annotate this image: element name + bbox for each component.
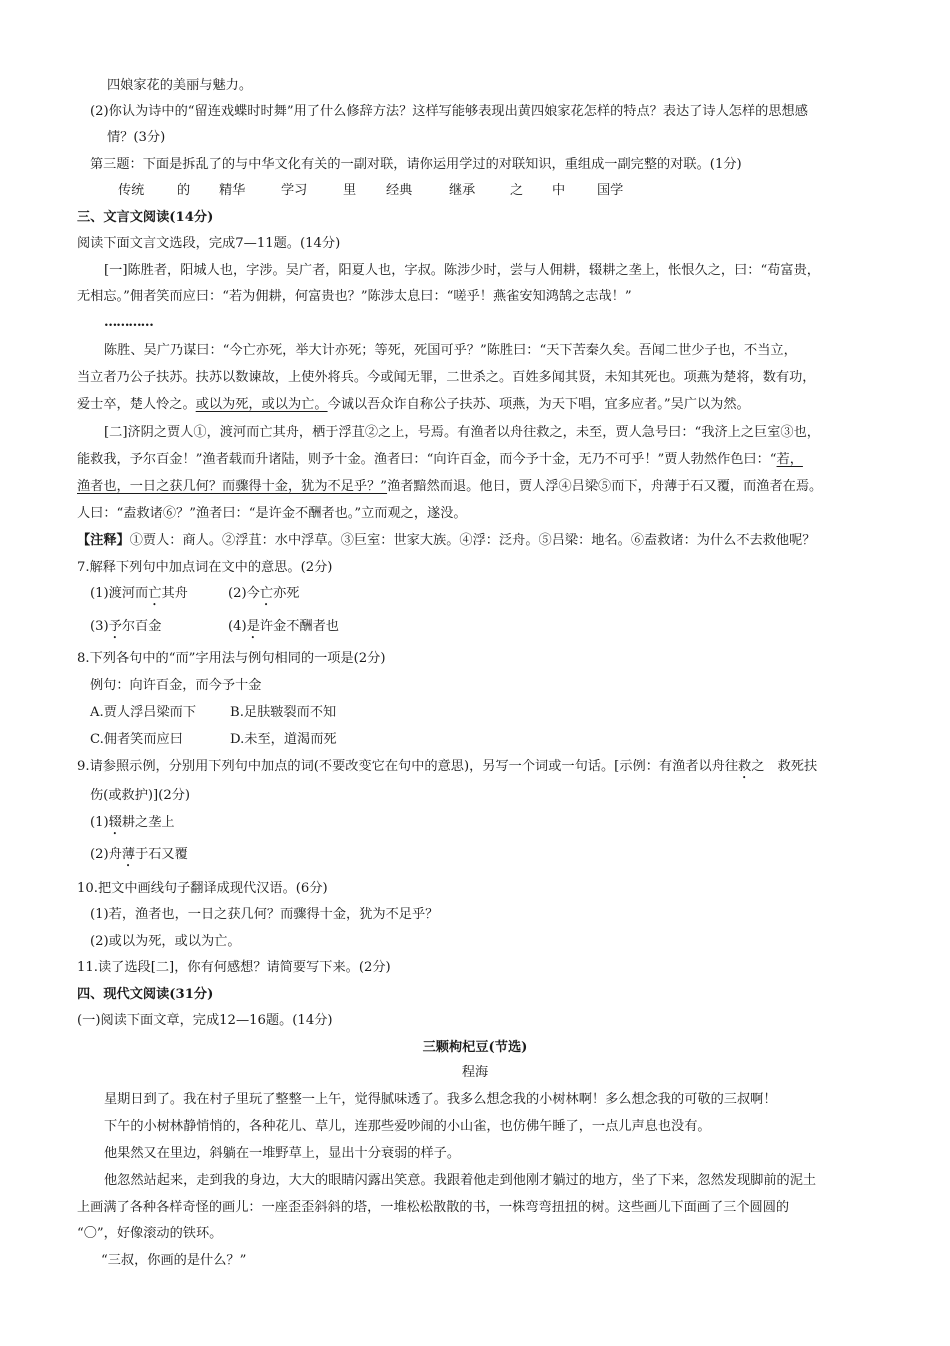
article-author: 程海 — [461, 1065, 489, 1080]
article-paragraph: 他忽然站起来，走到我的身边，大大的眼睛闪露出笑意。我跟着他走到他刚才躺过的地方，坐了下来，忽然发现脚前的泥土 — [104, 1173, 817, 1188]
text-span: 尔百金 — [121, 619, 162, 634]
text-span: 其舟 — [161, 586, 188, 601]
question-9-item — [90, 814, 175, 838]
option-d: D.未至，道渴而死 — [230, 732, 337, 747]
text-span: 今诚以吾众诈自称公子扶苏、项燕，为天下唱，宜多应者。”吴广以为然。 — [327, 397, 750, 412]
text-span: 爱士卒，楚人怜之。 — [77, 397, 196, 412]
question-7-item — [228, 618, 339, 642]
example-sentence: 例句：向许百金，而今予十金 — [90, 678, 262, 693]
text-line: 阅读下面文言文选段，完成7—11题。(14分) — [77, 236, 341, 251]
question-7: 7.解释下列句中加点词在文中的意思。(2分) — [77, 560, 333, 575]
article-paragraph: 下午的小树林静悄悄的，各种花儿、草儿，连那些爱吵闹的小山雀，也仿佛午睡了，一点儿声息也没有。 — [104, 1119, 711, 1134]
question-11: 11.读了选段[二]，你有何感想？请简要写下来。(2分) — [77, 960, 391, 975]
article-paragraph: “〇”，好像滚动的铁环。 — [77, 1226, 223, 1241]
passage-line: 无相忘。”佣者笑而应曰：“若为佣耕，何富贵也？”陈涉太息曰：“嗟乎！燕雀安知鸿鹄之志哉！” — [77, 289, 632, 304]
text-span: 能救我，予尔百金！”渔者载而升诸陆，则予十金。渔者曰：“向许百金，而今予十金，无乃不可乎！”贾人勃然作色曰：“ — [77, 452, 777, 467]
question-7-item — [90, 585, 188, 609]
option-a: A.贾人浮吕梁而下 — [90, 705, 197, 720]
article-title: 三颗枸杞豆(节选) — [422, 1040, 528, 1055]
article-paragraph: “三叔，你画的是什么？” — [101, 1253, 247, 1268]
article-paragraph: 他果然又在里边，斜躺在一堆野草上，显出十分衰弱的样子。 — [104, 1146, 461, 1161]
question-3: 第三题：下面是拆乱了的与中华文化有关的一副对联，请你运用学过的对联知识，重组成一副完整的对联。(1分) — [90, 157, 742, 172]
dotted-word: 亡 — [148, 586, 162, 601]
question-7-item — [90, 618, 161, 642]
passage-line: [一]陈胜者，阳城人也，字涉。吴广者，阳夏人也，字叔。陈涉少时，尝与人佣耕，辍耕之垄上，怅恨久之，曰：“苟富贵， — [104, 263, 820, 278]
question-10: 10.把文中画线句子翻译成现代汉语。(6分) — [77, 881, 328, 896]
text-span: (3) — [90, 619, 109, 634]
couplet-word: 经典 — [386, 183, 413, 198]
text-span: 于石又覆 — [135, 847, 188, 862]
passage-line — [77, 451, 803, 469]
question-10-item: (1)若，渔者也，一日之获几何？而骤得十金，犹为不足乎？ — [90, 907, 439, 922]
passage-line: [二]济阴之贾人①，渡河而亡其舟，栖于浮苴②之上，号焉。有渔者以舟往救之，未至，贾人急号曰：“我济上之巨室③也， — [104, 425, 820, 440]
couplet-word: 之 — [510, 183, 524, 198]
dotted-word: 救 — [738, 759, 752, 774]
article-paragraph: 星期日到了。我在村子里玩了整整一上午，觉得腻味透了。我多么想念我的小树林啊！多么想念我的可敬的三叔啊！ — [104, 1092, 777, 1107]
question-9-item — [90, 846, 188, 870]
passage-line: 当立者乃公子扶苏。扶苏以数谏故，上使外将兵。今或闻无罪，二世杀之。百姓多闻其贤，未知其死也。项燕为楚将，数有功， — [77, 370, 816, 385]
option-b: B.足肤皲裂而不知 — [230, 705, 337, 720]
question-7-item — [228, 585, 299, 609]
passage-line: 人曰：“盍救诸⑥？”渔者曰：“是许金不酬者也。”立而观之，遂没。 — [77, 506, 467, 521]
text-line: (一)阅读下面文章，完成12—16题。(14分) — [77, 1013, 333, 1028]
couplet-word: 中 — [552, 183, 566, 198]
dotted-word: 辍 — [108, 815, 122, 830]
couplet-word: 里 — [343, 183, 357, 198]
text-span: 渔者黯然而退。他日，贾人浮④吕梁⑤而下，舟薄于石又覆，而渔者在焉。 — [387, 479, 823, 494]
notes-text: ①贾人：商人。②浮苴：水中浮草。③巨室：世家大族。④浮：泛舟。⑤吕梁：地名。⑥盍救诸：为什么不去救他呢？ — [129, 533, 816, 548]
dotted-word: 予 — [108, 619, 122, 634]
text-line: 伤(或救护)](2分) — [90, 788, 191, 803]
text-span: (1)渡河而 — [90, 586, 149, 601]
text-span: 亦死 — [273, 586, 300, 601]
text-span: (4) — [228, 619, 247, 634]
question-8: 8.下列各句中的“而”字用法与例句相同的一项是(2分) — [77, 651, 386, 666]
text-span: (1) — [90, 815, 109, 830]
text-span: (2)今 — [228, 586, 260, 601]
text-line: 四娘家花的美丽与魅力。 — [107, 78, 253, 93]
underlined-sentence: 渔者也，一日之获几何？而骤得十金，犹为不足乎？” — [77, 479, 388, 494]
dotted-word: 亡 — [259, 586, 274, 601]
text-span: 许金不酬者也 — [259, 619, 339, 634]
text-span: 9.请参照示例，分别用下列句中加点的词(不要改变它在句中的意思)，另写一个词或一句话。[示例：有渔者以舟往 — [77, 759, 739, 774]
notes — [77, 532, 816, 550]
question-10-item: (2)或以为死，或以为亡。 — [90, 934, 241, 949]
text-span: (2)舟 — [90, 847, 122, 862]
question-2: (2)你认为诗中的“留连戏蝶时时舞”用了什么修辞方法？这样写能够表现出黄四娘家花怎样的特点？表达了诗人怎样的思想感 — [90, 104, 808, 119]
text-span: 耕之垄上 — [121, 815, 175, 830]
couplet-word: 传统 — [118, 183, 145, 198]
dotted-word: 是 — [246, 619, 260, 634]
passage-line: 陈胜、吴广乃谋曰：“今亡亦死，举大计亦死；等死，死国可乎？”陈胜曰：“天下苦秦久矣。吾闻二世少子也，不当立， — [104, 343, 797, 358]
couplet-word: 学习 — [281, 183, 308, 198]
section-title: 四、现代文阅读(31分) — [77, 987, 214, 1002]
notes-label: 【注释】 — [77, 533, 130, 548]
underlined-sentence: 或以为死，或以为亡。 — [195, 397, 328, 412]
text-line: 情？(3分) — [107, 130, 166, 145]
option-c: C.佣者笑而应曰 — [90, 732, 183, 747]
section-title: 三、文言文阅读(14分) — [77, 210, 214, 225]
couplet-word: 的 — [177, 183, 191, 198]
passage-line — [77, 478, 822, 496]
dotted-word: 薄 — [121, 847, 136, 862]
ellipsis: ………… — [104, 315, 153, 330]
couplet-word: 国学 — [597, 183, 624, 198]
article-paragraph: 上画满了各种各样奇怪的画儿：一座歪歪斜斜的塔，一堆松松散散的书，一株弯弯扭扭的树。这些画儿下面画了三个圆圆的 — [77, 1200, 790, 1215]
couplet-word: 精华 — [219, 183, 246, 198]
text-span: 之 救死扶 — [751, 759, 818, 774]
question-9 — [77, 758, 817, 782]
couplet-word: 继承 — [449, 183, 476, 198]
underlined-sentence: 若， — [776, 452, 803, 467]
passage-line — [77, 396, 750, 414]
